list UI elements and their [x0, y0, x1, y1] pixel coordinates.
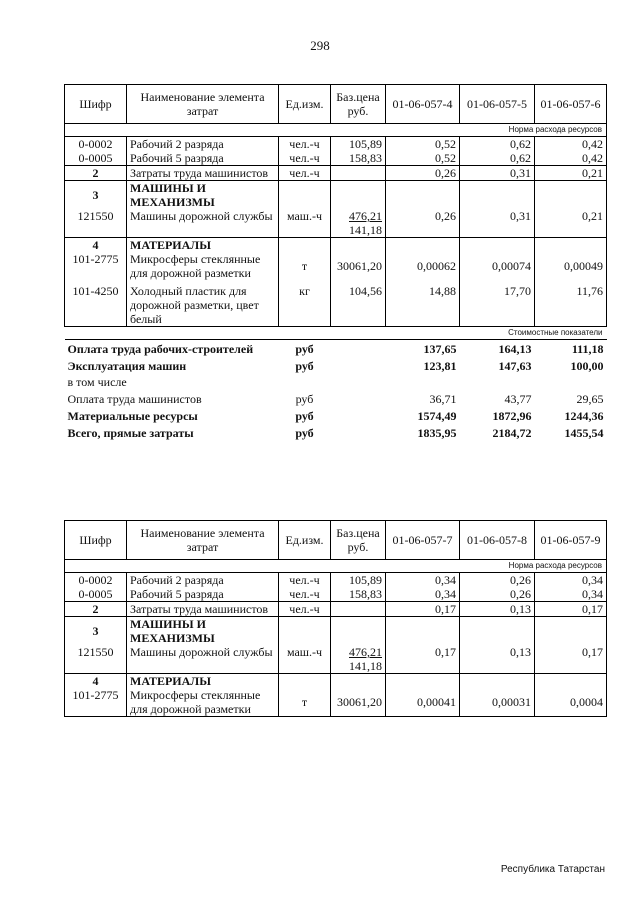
table-row: 3 МАШИНЫ И МЕХАНИЗМЫ [65, 181, 607, 210]
labor-group [65, 602, 607, 617]
header-unit: Ед.изм. [279, 521, 331, 560]
table-row: 0-0005 Рабочий 5 разряда чел.-ч 158,83 0,52 0,62 0,42 [65, 151, 607, 166]
table-header [65, 85, 607, 124]
machines-group [65, 617, 607, 674]
table-row: 101-4250 Холодный пластик для дорожной разметки, цвет белый кг 104,56 14,88 17,70 11,76 [65, 280, 607, 327]
workers-group [65, 137, 607, 166]
machines-group [65, 181, 607, 238]
page-number: 298 [310, 38, 330, 53]
header-col-2: 01-06-057-5 [460, 85, 535, 124]
table-row: 121550 Машины дорожной службы маш.-ч 476,21 141,18 0,17 0,13 0,17 [65, 645, 607, 674]
cost-row: Всего, прямые затраты руб 1835,95 2184,72 1455,54 [67, 426, 604, 440]
header-code: Шифр [65, 521, 127, 560]
resource-table-1 [64, 84, 607, 440]
norm-label: Норма расхода ресурсов [65, 124, 607, 137]
header-col-1: 01-06-057-7 [386, 521, 460, 560]
table-row: 2 Затраты труда машинистов чел.-ч 0,17 0,13 0,17 [65, 602, 607, 617]
table-row: 2 Затраты труда машинистов чел.-ч 0,26 0,31 0,21 [65, 166, 607, 181]
labor-group [65, 166, 607, 181]
base-price-top: 476,21 [349, 209, 382, 223]
table-row: 4 МАТЕРИАЛЫ [65, 674, 607, 689]
header-base-price: Баз.цена руб. [331, 521, 386, 560]
table-row: 121550 Машины дорожной службы маш.-ч 476,21 141,18 0,26 0,31 0,21 [65, 209, 607, 238]
footer-region: Республика Татарстан [500, 864, 605, 875]
cost-row: Эксплуатация машин руб 123,81 147,63 100,00 [67, 359, 604, 373]
table-row: 0-0002 Рабочий 2 разряда чел.-ч 105,89 0,34 0,26 0,34 [65, 573, 607, 588]
header-name: Наименование элемента затрат [127, 85, 279, 124]
header-name: Наименование элемента затрат [127, 521, 279, 560]
table-row: 4 МАТЕРИАЛЫ [65, 238, 607, 253]
table-row: 0-0005 Рабочий 5 разряда чел.-ч 158,83 0,34 0,26 0,34 [65, 587, 607, 602]
materials-group [65, 674, 607, 717]
header-code: Шифр [65, 85, 127, 124]
header-col-3: 01-06-057-6 [535, 85, 607, 124]
table-row: 0-0002 Рабочий 2 разряда чел.-ч 105,89 0,52 0,62 0,42 [65, 137, 607, 152]
header-col-3: 01-06-057-9 [535, 521, 607, 560]
norm-label: Норма расхода ресурсов [65, 560, 607, 573]
header-col-2: 01-06-057-8 [460, 521, 535, 560]
resource-table-2 [64, 520, 607, 717]
cost-row: в том числе [67, 375, 127, 389]
base-price-bottom: 141,18 [349, 659, 382, 673]
table-row: 3 МАШИНЫ И МЕХАНИЗМЫ [65, 617, 607, 646]
table-row: 101-2775 Микросферы стеклянные для дорожной разметки т 30061,20 0,00062 0,00074 0,00049 [65, 252, 607, 280]
materials-group [65, 238, 607, 327]
header-base-price: Баз.цена руб. [331, 85, 386, 124]
cost-row: Оплата труда машинистов руб 36,71 43,77 29,65 [67, 392, 604, 406]
base-price-top: 476,21 [349, 645, 382, 659]
cost-label: Стоимостные показатели [65, 327, 607, 340]
base-price-bottom: 141,18 [349, 223, 382, 237]
cost-summary [65, 340, 607, 441]
header-unit: Ед.изм. [279, 85, 331, 124]
header-col-1: 01-06-057-4 [386, 85, 460, 124]
table-header [65, 521, 607, 560]
cost-row: Оплата труда рабочих-строителей руб 137,65 164,13 111,18 [67, 342, 604, 356]
table-row: 101-2775 Микросферы стеклянные для дорожной разметки т 30061,20 0,00041 0,00031 0,0004 [65, 688, 607, 717]
cost-row: Материальные ресурсы руб 1574,49 1872,96 1244,36 [67, 409, 604, 423]
workers-group [65, 573, 607, 602]
